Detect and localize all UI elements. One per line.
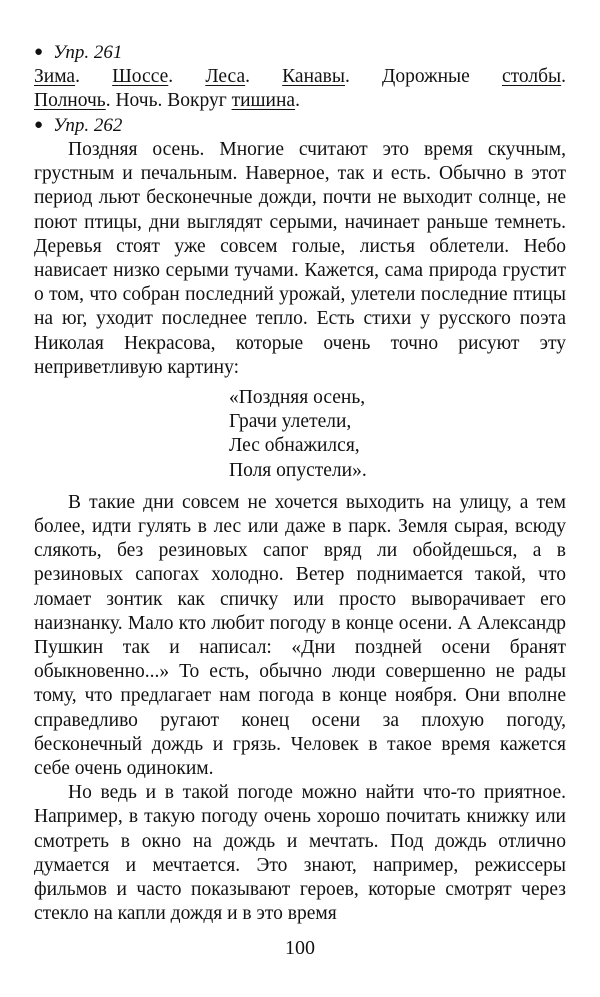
punctuation: . bbox=[245, 66, 283, 87]
punctuation: . bbox=[75, 66, 113, 87]
punctuation: . bbox=[295, 90, 300, 111]
word: Канавы bbox=[282, 66, 345, 87]
exercise-261-line-1 bbox=[34, 65, 566, 89]
text: . Дорожные bbox=[344, 66, 502, 87]
poem-line: Лес обнажился, bbox=[229, 435, 360, 457]
poem-line: «Поздняя осень, bbox=[229, 387, 366, 409]
text: . Ночь. Вокруг bbox=[105, 90, 232, 111]
exercise-261-heading: ● Упр. 261 bbox=[34, 42, 123, 63]
bullet-icon: ● bbox=[34, 117, 44, 133]
page-number: 100 bbox=[285, 937, 315, 959]
poem-line: Поля опустели». bbox=[229, 459, 367, 481]
word: тишина bbox=[231, 90, 296, 111]
punctuation: . bbox=[168, 66, 206, 87]
paragraph: Но ведь и в такой погоде можно найти что-то приятное. Например, в такую погоду очень хорошо почитать книжку или смотреть в окно на дождь и мечтать. Под дождь отлично думается и мечтается. Это знают, например, режиссеры фильмов и часто показывают героев, которые смотрят через стекло на капли дождя и в это время bbox=[34, 782, 566, 925]
word: Зима bbox=[34, 66, 76, 87]
punctuation: . bbox=[561, 66, 567, 87]
poem-line: Грачи улетели, bbox=[229, 411, 352, 433]
paragraph: В такие дни совсем не хочется выходить на улицу, а тем более, идти гулять в лес или даже в парк. Земля сырая, всюду слякоть, без резиновых сапог вряд ли обойдешься, а в резиновых сапогах холодно. Ветер поднимается такой, что ломает зонтик как спичку или просто выворачивает его наизнанку. Мало кто любит погоду в конце осени. А Александр Пушкин так и написал: «Дни поздней осени бранят обыкновенно...» То есть, обычно люди совершенно не рады тому, что предлагает нам погода в конце ноября. Они вполне справедливо ругают конец осени за плохую погоду, бесконечный дождь и грязь. Человек в такое время кажется себе очень одиноким. bbox=[34, 491, 566, 780]
word: столбы bbox=[501, 66, 562, 87]
word: Полночь bbox=[34, 90, 106, 111]
word: Шоссе bbox=[112, 66, 169, 87]
exercise-262-heading: ● Упр. 262 bbox=[34, 115, 123, 136]
bullet-icon: ● bbox=[34, 44, 44, 60]
textbook-page bbox=[34, 40, 566, 927]
exercise-261-line-2 bbox=[34, 89, 566, 113]
word: Леса bbox=[205, 66, 246, 87]
poem-quote bbox=[229, 386, 566, 483]
paragraph: Поздняя осень. Многие считают это время скучным, грустным и печальным. Наверное, так и есть. Обычно в этот период льют бесконечные дожди, почти не выходит солнце, не поют птицы, дни выглядят серыми, начинает раньше темнеть. Деревья стоят уже совсем голые, листья облетели. Небо нависает низко серыми тучами. Кажется, сама природа грустит о том, что собран последний урожай, улетели последние птицы на юг, уходит последнее тепло. Есть стихи у русского поэта Николая Некрасова, которые очень точно рисуют эту неприветливую картину: bbox=[34, 139, 566, 378]
